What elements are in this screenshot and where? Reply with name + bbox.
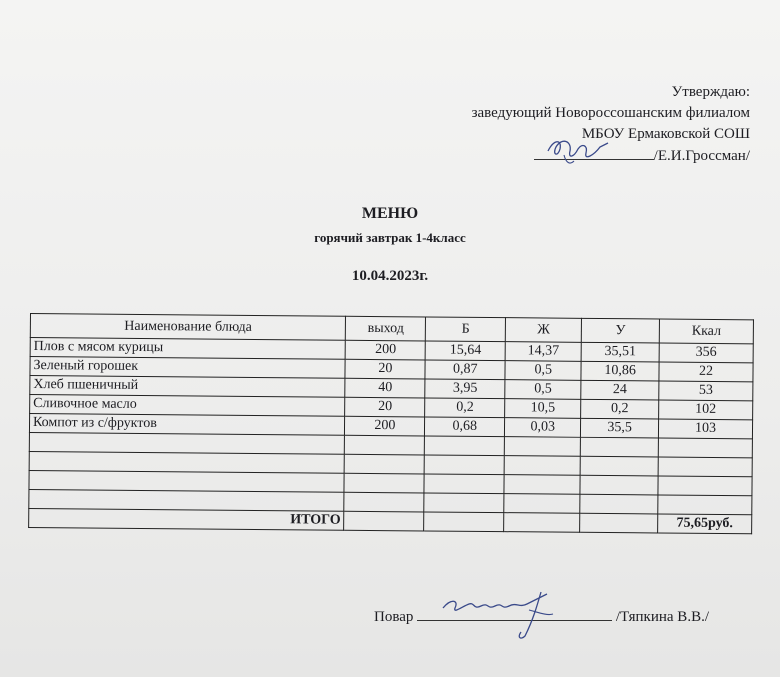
header-carbs: У	[581, 318, 659, 343]
protein-cell: 3,95	[425, 379, 505, 399]
kcal-cell: 103	[658, 419, 752, 439]
signature-blank	[534, 145, 654, 160]
kcal-cell: 356	[659, 343, 753, 363]
kcal-cell: 102	[659, 400, 753, 420]
kcal-cell: 53	[659, 381, 753, 401]
portion-cell: 200	[345, 416, 425, 436]
header-portion: выход	[346, 316, 426, 341]
approval-school: МБОУ Ермаковской СОШ	[581, 126, 750, 142]
header-fat: Ж	[506, 318, 582, 343]
fat-cell: 10,5	[505, 399, 581, 419]
menu-subtitle: горячий завтрак 1-4класс	[314, 230, 466, 245]
portion-cell: 200	[346, 340, 426, 360]
fat-cell: 14,37	[505, 342, 581, 362]
dish-name: Компот из с/фруктов	[29, 414, 345, 436]
cook-label: Повар	[374, 609, 414, 625]
cook-name: /Тяпкина В.В./	[615, 609, 709, 625]
director-signature	[544, 133, 614, 167]
carbs-cell: 10,86	[581, 361, 659, 381]
approval-signature-line	[472, 145, 750, 167]
carbs-cell: 35,5	[581, 418, 659, 438]
portion-cell: 40	[345, 378, 425, 398]
carbs-cell: 35,51	[581, 342, 659, 362]
approval-block	[472, 82, 750, 167]
total-label: ИТОГО	[29, 508, 345, 530]
approval-heading: Утверждаю:	[671, 84, 750, 100]
dish-name: Зеленый горошек	[30, 357, 346, 379]
dish-name: Хлеб пшеничный	[30, 376, 346, 398]
dish-name: Сливочное масло	[30, 395, 346, 417]
cook-signature-block	[374, 606, 709, 626]
total-value: 75,65руб.	[658, 514, 752, 534]
header-kcal: Ккал	[659, 319, 753, 344]
cook-signature	[437, 586, 567, 642]
carbs-cell: 0,2	[581, 399, 659, 419]
approval-position: заведующий Новороссошанским филиалом	[471, 105, 750, 121]
menu-date: 10.04.2023г.	[351, 268, 429, 284]
dish-name: Плов с мясом курицы	[30, 338, 346, 360]
carbs-cell: 24	[581, 380, 659, 400]
fat-cell: 0,03	[505, 418, 581, 438]
fat-cell: 0,5	[505, 380, 581, 400]
header-dish: Наименование блюда	[30, 314, 346, 341]
protein-cell: 0,68	[425, 417, 505, 437]
portion-cell: 20	[345, 359, 425, 379]
signature-blank	[417, 606, 612, 621]
kcal-cell: 22	[659, 362, 753, 382]
protein-cell: 0,87	[425, 360, 505, 380]
menu-table	[28, 313, 754, 534]
approval-signer: /Е.И.Гроссман/	[653, 148, 750, 164]
protein-cell: 15,64	[425, 341, 505, 361]
fat-cell: 0,5	[505, 361, 581, 381]
portion-cell: 20	[345, 397, 425, 417]
menu-title: МЕНЮ	[361, 205, 419, 222]
protein-cell: 0,2	[425, 398, 505, 418]
header-protein: Б	[426, 317, 506, 342]
